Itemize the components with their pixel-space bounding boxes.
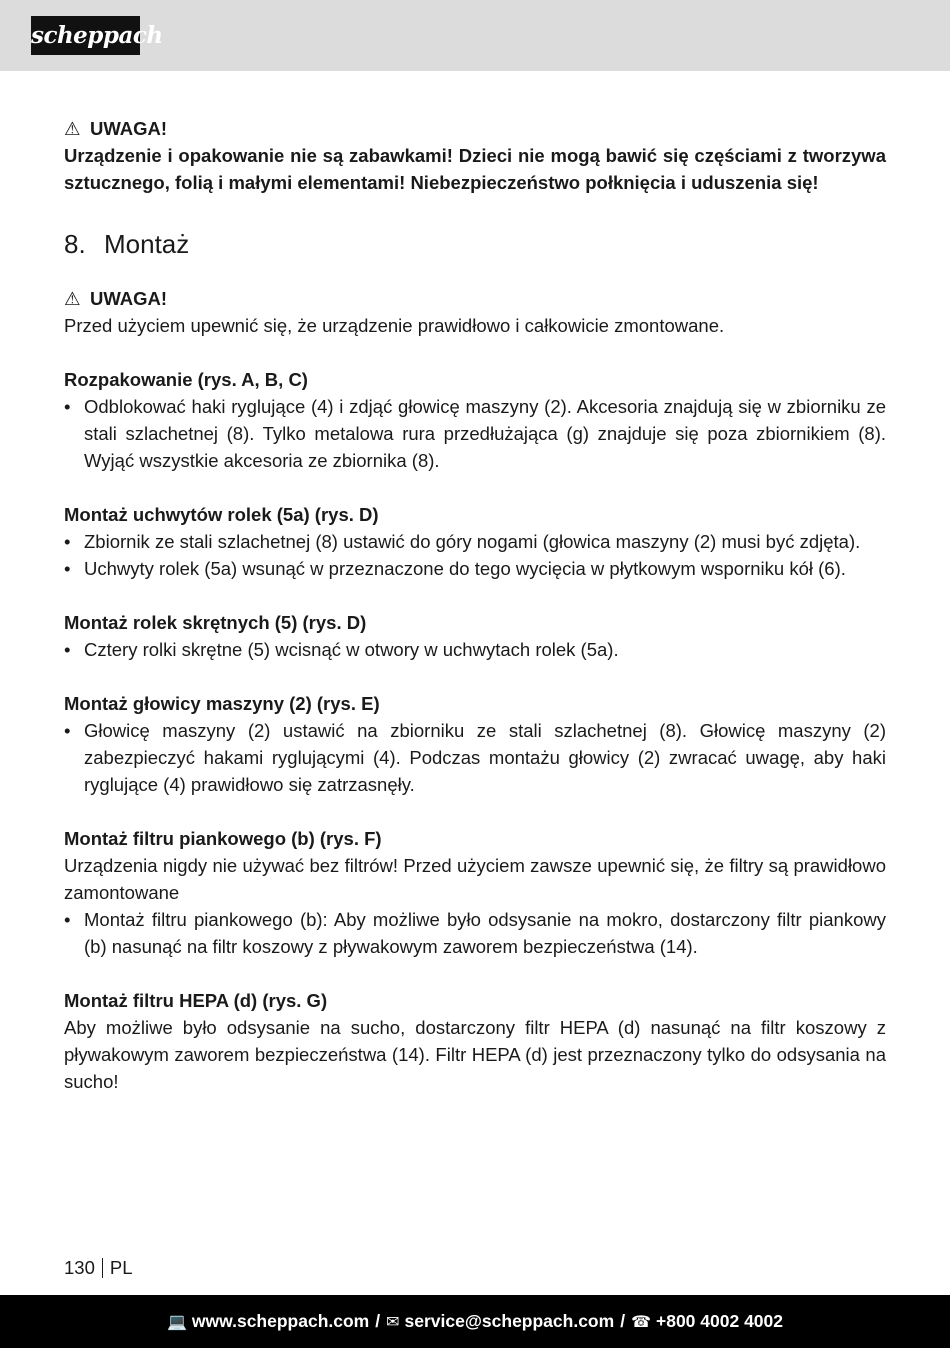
section-number: 8. [64, 229, 86, 259]
warning-title: UWAGA! [90, 288, 168, 309]
subsection-title: Montaż głowicy maszyny (2) (rys. E) [64, 693, 380, 714]
list-item: • Uchwyty rolek (5a) wsunąć w przeznaczone do tego wycięcia w płytkowym wsporniku kół (6). [64, 555, 886, 582]
page-separator [102, 1258, 103, 1278]
footer-phone-link[interactable]: +800 4002 4002 [656, 1311, 784, 1331]
list-item: • Cztery rolki skrętne (5) wcisnąć w otwory w uchwytach rolek (5a). [64, 636, 886, 663]
subsection-title: Montaż rolek skrętnych (5) (rys. D) [64, 612, 367, 633]
page-content [64, 115, 886, 1095]
header-bar [0, 0, 950, 71]
footer-bar [0, 1295, 950, 1348]
footer-website-link[interactable]: www.scheppach.com [191, 1311, 370, 1331]
subsection-title: Montaż uchwytów rolek (5a) (rys. D) [64, 504, 379, 525]
footer-separator: / [620, 1311, 626, 1331]
subsection-foam-filter [64, 825, 886, 960]
phone-icon: ☎ [631, 1313, 651, 1331]
subsection-text: Aby możliwe było odsysanie na sucho, dostarczony filtr HEPA (d) nasunąć na filtr koszowy z pływakowym zaworem bezpieczeństwa (14). Filtr HEPA (d) jest przeznaczony tylko do odsysania na sucho! [64, 1017, 886, 1092]
footer-email-link[interactable]: service@scheppach.com [404, 1311, 615, 1331]
list-item: • Zbiornik ze stali szlachetnej (8) ustawić do góry nogami (głowica maszyny (2) musi być zdjęta). [64, 528, 886, 555]
bullet-list [64, 636, 886, 663]
subsection-title: Rozpakowanie (rys. A, B, C) [64, 369, 308, 390]
scheppach-logo[interactable]: scheppach [31, 16, 140, 55]
section-title: Montaż [104, 229, 190, 259]
subsection-casters [64, 609, 886, 663]
bullet-list [64, 906, 886, 960]
warning-box-top [64, 115, 886, 196]
warning-box-section [64, 285, 886, 339]
page-language: PL [109, 1257, 133, 1278]
subsection-text: Urządzenia nigdy nie używać bez filtrów! Przed użyciem zawsze upewnić się, że filtry są prawidłowo zamontowane [64, 855, 886, 903]
subsection-title: Montaż filtru piankowego (b) (rys. F) [64, 828, 382, 849]
warning-title: UWAGA! [90, 118, 168, 139]
list-item: • Montaż filtru piankowego (b): Aby możliwe było odsysanie na mokro, dostarczony filtr piankowy (b) nasunąć na filtr koszowy z pływakowym zaworem bezpieczeństwa (14). [64, 906, 886, 960]
subsection-title: Montaż filtru HEPA (d) (rys. G) [64, 990, 328, 1011]
page-number-value: 130 [64, 1257, 95, 1278]
bullet-list [64, 393, 886, 474]
section-heading [64, 223, 886, 265]
computer-icon: 💻 [166, 1313, 187, 1331]
subsection-unpacking [64, 366, 886, 474]
warning-text: Przed użyciem upewnić się, że urządzenie prawidłowo i całkowicie zmontowane. [64, 315, 725, 336]
subsection-roller-holders [64, 501, 886, 582]
warning-triangle-icon: ⚠ [64, 118, 81, 139]
bullet-list [64, 528, 886, 582]
list-item: • Głowicę maszyny (2) ustawić na zbiorniku ze stali szlachetnej (8). Głowicę maszyny (2) zabezpieczyć hakami ryglującymi (4). Podczas montażu głowicy (2) zwracać uwagę, aby haki ryglujące (4) prawidłowo się zatrzasnęły. [64, 717, 886, 798]
subsection-machine-head [64, 690, 886, 798]
footer-separator: / [375, 1311, 381, 1331]
subsection-hepa-filter [64, 987, 886, 1095]
warning-text: Urządzenie i opakowanie nie są zabawkami! Dzieci nie mogą bawić się częściami z tworzywa sztucznego, folią i małymi elementami! Niebezpieczeństwo połknięcia i uduszenia się! [64, 145, 886, 193]
list-item: • Odblokować haki ryglujące (4) i zdjąć głowicę maszyny (2). Akcesoria znajdują się w zbiorniku ze stali szlachetnej (8). Tylko metalowa rura przedłużająca (g) znajduje się poza zbiornikiem (8). Wyjąć wszystkie akcesoria ze zbiornika (8). [64, 393, 886, 474]
bullet-list [64, 717, 886, 798]
warning-triangle-icon: ⚠ [64, 288, 81, 309]
mail-icon: ✉ [386, 1313, 400, 1331]
page-number [64, 1256, 133, 1280]
